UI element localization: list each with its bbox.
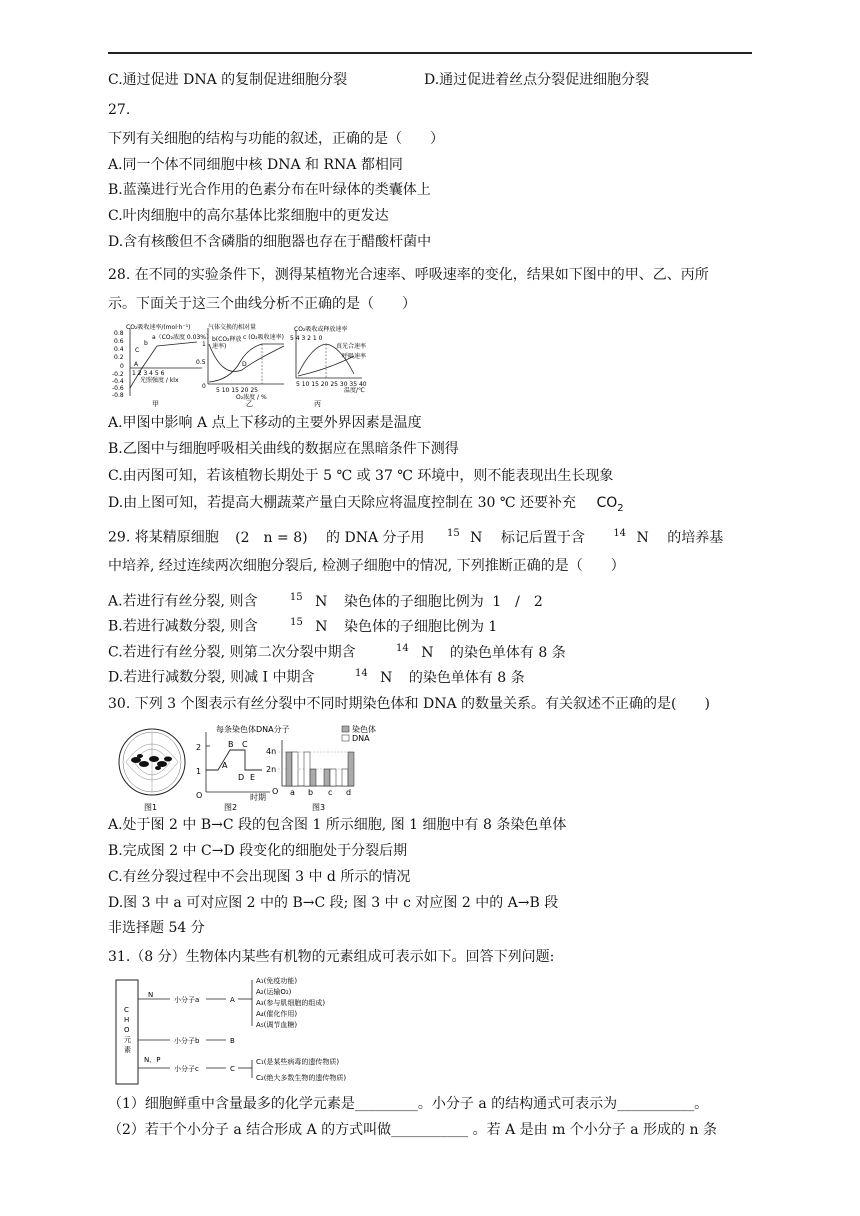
q30-stem: 30. 下列 3 个图表示有丝分裂中不同时期染色体和 DNA 的数量关系。有关叙述不正确的是( ) — [108, 696, 710, 712]
yi-caption: 乙 — [246, 400, 253, 408]
bing-xlabel: 温度/℃ — [344, 387, 365, 394]
svg-text:0.5: 0.5 — [196, 359, 206, 366]
chart-bing — [290, 325, 367, 408]
svg-text:E: E — [250, 773, 256, 782]
bar-b-dna — [304, 752, 310, 786]
jia-b: b — [144, 340, 148, 347]
q30-option-a: A.处于图 2 中 B→C 段的包含图 1 所示细胞, 图 1 细胞中有 8 条染色单体 — [108, 817, 567, 833]
bar-a-chromosome — [286, 752, 292, 786]
legend-dna: DNA — [352, 734, 370, 743]
svg-text:B: B — [228, 740, 234, 749]
q27-stem: 下列有关细胞的结构与功能的叙述，正确的是（ ） — [108, 131, 444, 147]
yi-ylabel: 气体交换的相对量 — [208, 324, 257, 331]
q28-stem-2: 示。下面关于这三个曲线分析不正确的是（ ） — [108, 296, 416, 312]
svg-text:1: 1 — [202, 341, 206, 348]
side-label: C H O 元素 — [124, 1006, 131, 1054]
jia-xlabel: 光照强度 / klx — [140, 377, 179, 384]
bing-xticks: 5 10 15 20 25 30 35 40 — [296, 381, 367, 388]
q31-part-1: （1）细胞鲜重中含量最多的化学元素是_________。小分子 a 的结构通式可表示为___________。 — [108, 1096, 709, 1112]
jia-ylabel: CO₂吸收速率/(mol·h⁻¹) — [126, 324, 191, 331]
svg-text:小分子c: 小分子c — [174, 1065, 199, 1073]
q28-option-c: C.由丙图可知，若该植物长期处于 5 ℃ 或 37 ℃ 环境中，则不能表现出生长现象 — [108, 468, 614, 484]
svg-text:0.8: 0.8 — [114, 330, 124, 337]
yi-c: c (O₂吸收速率) — [243, 334, 285, 341]
q31-part-2: （2）若干个小分子 a 结合形成 A 的方式叫做___________ 。若 A 是由 m 个小分子 a 形成的 n 条 — [108, 1122, 717, 1138]
svg-text:4n: 4n — [266, 747, 277, 756]
bar-d-chromosome — [348, 752, 354, 786]
q26-option-c: C.通过促进 DNA 的复制促进细胞分裂 — [108, 72, 348, 88]
svg-text:C₂(绝大多数生物的遗传物质): C₂(绝大多数生物的遗传物质) — [256, 1074, 347, 1082]
svg-text:0.4: 0.4 — [114, 346, 124, 353]
jia-caption: 甲 — [152, 400, 159, 408]
q27-option-d: D.含有核酸但不含磷脂的细胞器也存在于醋酸杆菌中 — [108, 234, 432, 250]
svg-text:2n: 2n — [266, 765, 277, 774]
svg-text:速率): 速率) — [212, 343, 227, 350]
svg-text:-0.8: -0.8 — [112, 392, 124, 399]
svg-text:1: 1 — [196, 767, 202, 776]
bing-real: 真光合速率 — [336, 343, 367, 350]
figure-1-cell — [119, 729, 185, 812]
figure-3-caption: 图3 — [312, 803, 326, 812]
svg-text:a: a — [290, 788, 295, 797]
svg-text:小分子b: 小分子b — [174, 1037, 200, 1045]
svg-text:N、P: N、P — [144, 1056, 161, 1064]
svg-text:A: A — [222, 761, 228, 770]
figure-2-xlabel: 时期 — [250, 793, 266, 802]
q29-stem-2: 中培养, 经过连续两次细胞分裂后, 检测子细胞中的情况, 下列推断正确的是（ ） — [108, 558, 625, 574]
yi-xlabel: O₂浓度 / % — [236, 394, 267, 401]
jia-a: a（CO₂浓度 0.03%） — [152, 334, 212, 341]
svg-text:b: b — [308, 788, 314, 797]
bar-c-chromosome — [324, 769, 330, 786]
q30-option-b: B.完成图 2 中 C→D 段变化的细胞处于分裂后期 — [108, 843, 408, 859]
legend-chromosome: 染色体 — [352, 725, 376, 734]
svg-text:C: C — [242, 740, 248, 749]
yi-d: D — [242, 361, 247, 368]
figure-1-caption: 图1 — [144, 803, 158, 812]
bar-b-chromosome — [310, 769, 316, 786]
svg-text:d: d — [346, 788, 352, 797]
bar-c-dna — [330, 769, 336, 786]
svg-text:0.6: 0.6 — [114, 338, 124, 345]
svg-text:A: A — [230, 996, 235, 1004]
svg-text:C: C — [230, 1065, 235, 1073]
svg-text:0: 0 — [202, 383, 206, 390]
jia-xticks: 1 2 3 4 5 6 — [132, 370, 165, 377]
svg-text:小分子a: 小分子a — [174, 996, 200, 1004]
q27-option-c: C.叶肉细胞中的高尔基体比浆细胞中的更发达 — [108, 208, 389, 224]
svg-text:A₃(参与肌细胞的组成): A₃(参与肌细胞的组成) — [256, 999, 326, 1007]
q27-option-b: B.蓝藻进行光合作用的色素分布在叶绿体的类囊体上 — [108, 182, 431, 198]
svg-text:O: O — [196, 791, 203, 800]
bing-caption: 丙 — [314, 400, 321, 408]
svg-text:-0.4: -0.4 — [112, 378, 124, 385]
bing-ylabel: CO₂吸收或释放速率 — [294, 326, 348, 333]
svg-text:A₅(调节血糖): A₅(调节血糖) — [256, 1021, 298, 1029]
svg-text:-0.2: -0.2 — [112, 371, 124, 378]
figure-3-chart — [266, 724, 376, 812]
q28-figure — [112, 322, 372, 408]
yi-b: b(CO₂释放 — [212, 336, 242, 343]
svg-text:2: 2 — [196, 743, 202, 752]
svg-text:0.2: 0.2 — [114, 354, 124, 361]
svg-text:-0.6: -0.6 — [112, 385, 124, 392]
q30-figure — [112, 722, 402, 812]
q29-option-b: B.若进行减数分裂, 则含 $^{15}$ N 染色体的子细胞比例为 1 — [108, 617, 498, 635]
q27-number: 27. — [108, 102, 131, 118]
header-rule — [108, 52, 752, 54]
q31-figure — [114, 976, 394, 1088]
q26-option-d: D.通过促进着丝点分裂促进细胞分裂 — [424, 72, 650, 88]
q28-option-d: D.由上图可知，若提高大棚蔬菜产量白天除应将温度控制在 30 ℃ 还要补充 $CO_2$ — [108, 495, 624, 514]
svg-text:A₄(催化作用): A₄(催化作用) — [256, 1010, 298, 1018]
svg-text:D: D — [238, 773, 245, 782]
svg-text:O: O — [272, 787, 279, 796]
svg-text:B: B — [230, 1037, 235, 1045]
bing-resp: 呼吸速率 — [342, 353, 367, 360]
q28-option-a: A.甲图中影响 A 点上下移动的主要外界因素是温度 — [108, 415, 422, 431]
q27-option-a: A.同一个体不同细胞中核 DNA 和 RNA 都相同 — [108, 157, 403, 173]
q29-stem-1: 29. 将某精原细胞 (2 n = 8) 的 DNA 分子用 $^{15}$ N 标记后置于含 $^{14}$ N 的培养基 — [108, 528, 724, 546]
q29-option-d: D.若进行减数分裂, 则减 I 中期含 $^{14}$ N 的染色单体有 8 条 — [108, 668, 525, 686]
figure-2-caption: 图2 — [224, 803, 238, 812]
svg-text:A₁(免疫功能): A₁(免疫功能) — [256, 977, 298, 985]
bar-a-dna — [292, 752, 298, 786]
q29-option-c: C.若进行有丝分裂, 则第二次分裂中期含 $^{14}$ N 的染色单体有 8 条 — [108, 643, 566, 661]
q28-stem-1: 28. 在不同的实验条件下，测得某植物光合速率、呼吸速率的变化，结果如下图中的甲、乙、丙所 — [108, 267, 709, 283]
jia-point-a: A — [134, 361, 139, 368]
q30-option-d: D.图 3 中 a 可对应图 2 中的 B→C 段; 图 3 中 c 对应图 2 中的 A→B 段 — [108, 895, 559, 911]
q30-option-c: C.有丝分裂过程中不会出现图 3 中 d 所示的情况 — [108, 869, 411, 885]
section-heading: 非选择题 54 分 — [108, 920, 205, 936]
svg-text:A₂(运输O₂): A₂(运输O₂) — [256, 988, 292, 996]
svg-text:N: N — [148, 991, 154, 999]
svg-text:0: 0 — [120, 363, 124, 370]
svg-text:c: c — [328, 788, 333, 797]
jia-c: C — [135, 347, 140, 354]
q31-stem: 31.（8 分）生物体内某些有机物的元素组成可表示如下。回答下列问题: — [108, 949, 555, 965]
q29-option-a: A.若进行有丝分裂, 则含 $^{15}$ N 染色体的子细胞比例为 1 / 2 — [108, 592, 543, 610]
figure-2-title: 每条染色体DNA分子 — [216, 725, 290, 734]
q28-option-b: B.乙图中与细胞呼吸相关曲线的数据应在黑暗条件下测得 — [108, 441, 459, 457]
bar-d-dna — [342, 769, 348, 786]
svg-text:5 4 3 2 1 0: 5 4 3 2 1 0 — [290, 335, 323, 342]
yi-xticks: 5 10 15 20 25 — [216, 387, 258, 394]
svg-text:C₁(是某些病毒的遗传物质): C₁(是某些病毒的遗传物质) — [256, 1058, 340, 1066]
